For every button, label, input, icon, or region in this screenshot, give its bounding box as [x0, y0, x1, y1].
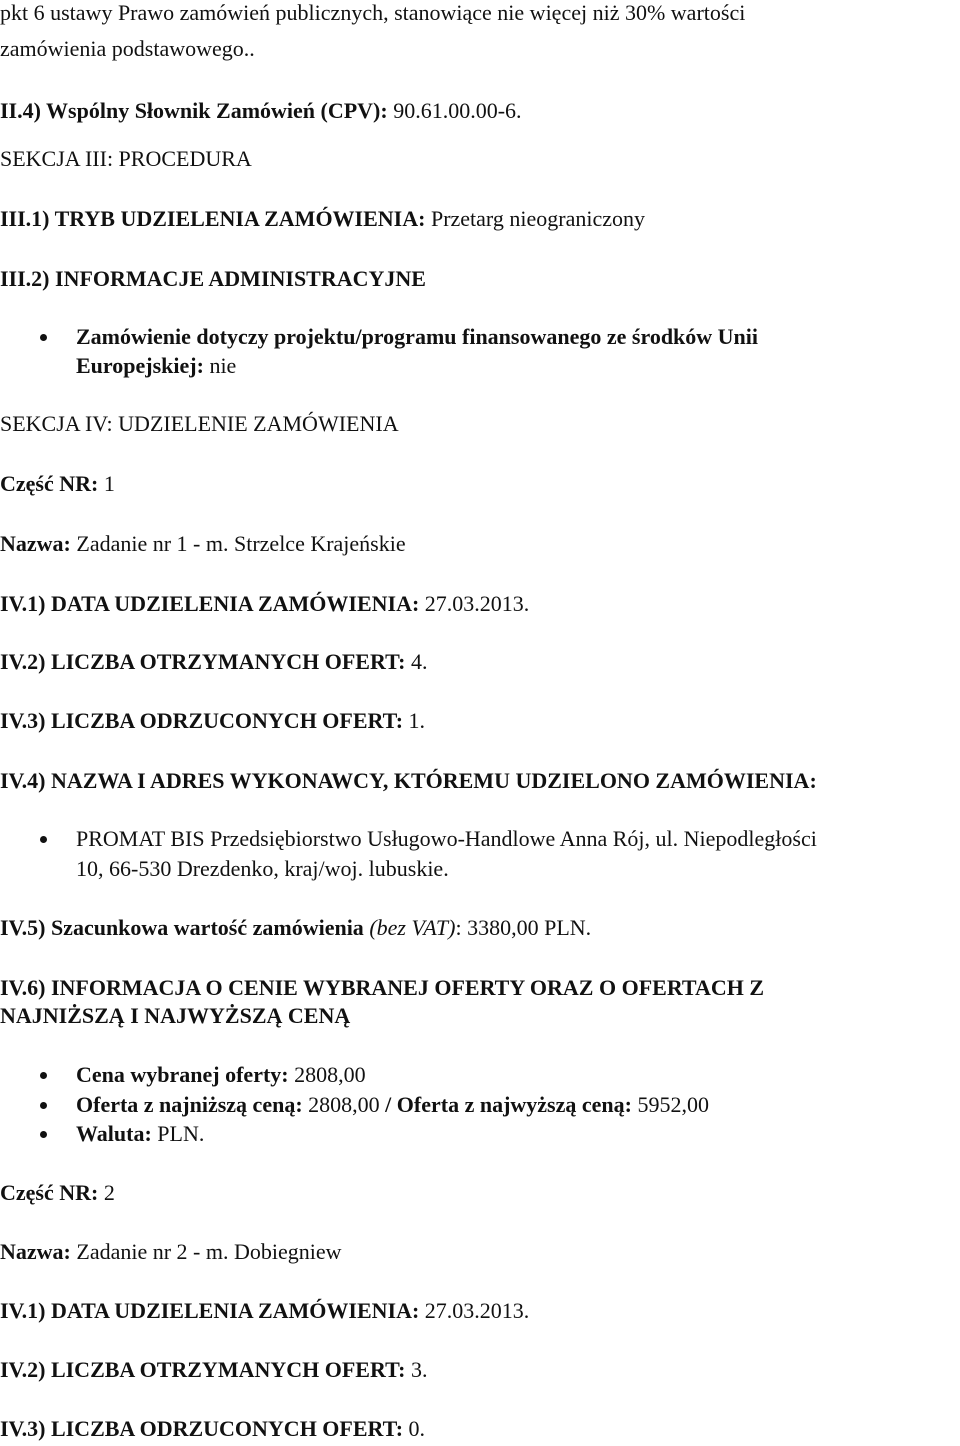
oferty-line: IV.2) LICZBA OTRZYMANYCH OFERT: 4.	[0, 649, 428, 674]
info-heading: III.2) INFORMACJE ADMINISTRACYJNE	[0, 266, 426, 291]
data-udzielenia-line: IV.1) DATA UDZIELENIA ZAMÓWIENIA: 27.03.2013.	[0, 1298, 530, 1323]
bullet-icon	[40, 1072, 47, 1079]
wykonawca-line-2: 10, 66-530 Drezdenko, kraj/woj. lubuskie.	[76, 856, 449, 881]
odrzucone-line: IV.3) LICZBA ODRZUCONYCH OFERT: 1.	[0, 708, 426, 733]
text-line: pkt 6 ustawy Prawo zamówień publicznych, stanowiące nie więcej niż 30% wartości	[0, 0, 746, 25]
data-udzielenia-line: IV.1) DATA UDZIELENIA ZAMÓWIENIA: 27.03.2013.	[0, 591, 530, 616]
nazwa-line: Nazwa: Zadanie nr 1 - m. Strzelce Krajeńskie	[0, 531, 406, 556]
cena-heading-1: IV.6) INFORMACJA O CENIE WYBRANEJ OFERTY ORAZ O OFERTACH Z	[0, 975, 765, 1000]
cpv-line: II.4) Wspólny Słownik Zamówień (CPV): 90.61.00.00-6.	[0, 98, 522, 123]
eu-line-2: Europejskiej: nie	[76, 353, 237, 378]
cena-wybranej-line: Cena wybranej oferty: 2808,00	[76, 1062, 366, 1087]
eu-line-1: Zamówienie dotyczy projektu/programu finansowanego ze środków Unii	[76, 324, 759, 349]
czesc-line: Część NR: 2	[0, 1180, 115, 1205]
cena-heading-2: NAJNIŻSZĄ I NAJWYŻSZĄ CENĄ	[0, 1003, 351, 1028]
text-line: zamówienia podstawowego..	[0, 36, 255, 61]
oferty-line: IV.2) LICZBA OTRZYMANYCH OFERT: 3.	[0, 1357, 428, 1382]
section-heading: SEKCJA IV: UDZIELENIE ZAMÓWIENIA	[0, 411, 399, 436]
oferty-ceny-line: Oferta z najniższą ceną: 2808,00 / Oferta z najwyższą ceną: 5952,00	[76, 1092, 709, 1117]
bullet-icon	[40, 836, 47, 843]
szacunkowa-line: IV.5) Szacunkowa wartość zamówienia (bez VAT): 3380,00 PLN.	[0, 915, 592, 940]
odrzucone-line: IV.3) LICZBA ODRZUCONYCH OFERT: 0.	[0, 1416, 426, 1441]
waluta-line: Waluta: PLN.	[76, 1121, 205, 1146]
bullet-icon	[40, 334, 47, 341]
bullet-icon	[40, 1131, 47, 1138]
nazwa-line: Nazwa: Zadanie nr 2 - m. Dobiegniew	[0, 1239, 342, 1264]
bullet-icon	[40, 1102, 47, 1109]
wykonawca-heading: IV.4) NAZWA I ADRES WYKONAWCY, KTÓREMU UDZIELONO ZAMÓWIENIA:	[0, 768, 817, 793]
tryb-line: III.1) TRYB UDZIELENIA ZAMÓWIENIA: Przetarg nieograniczony	[0, 206, 645, 231]
wykonawca-line-1: PROMAT BIS Przedsiębiorstwo Usługowo-Handlowe Anna Rój, ul. Niepodległości	[76, 826, 817, 851]
section-heading: SEKCJA III: PROCEDURA	[0, 146, 252, 171]
czesc-line: Część NR: 1	[0, 471, 115, 496]
